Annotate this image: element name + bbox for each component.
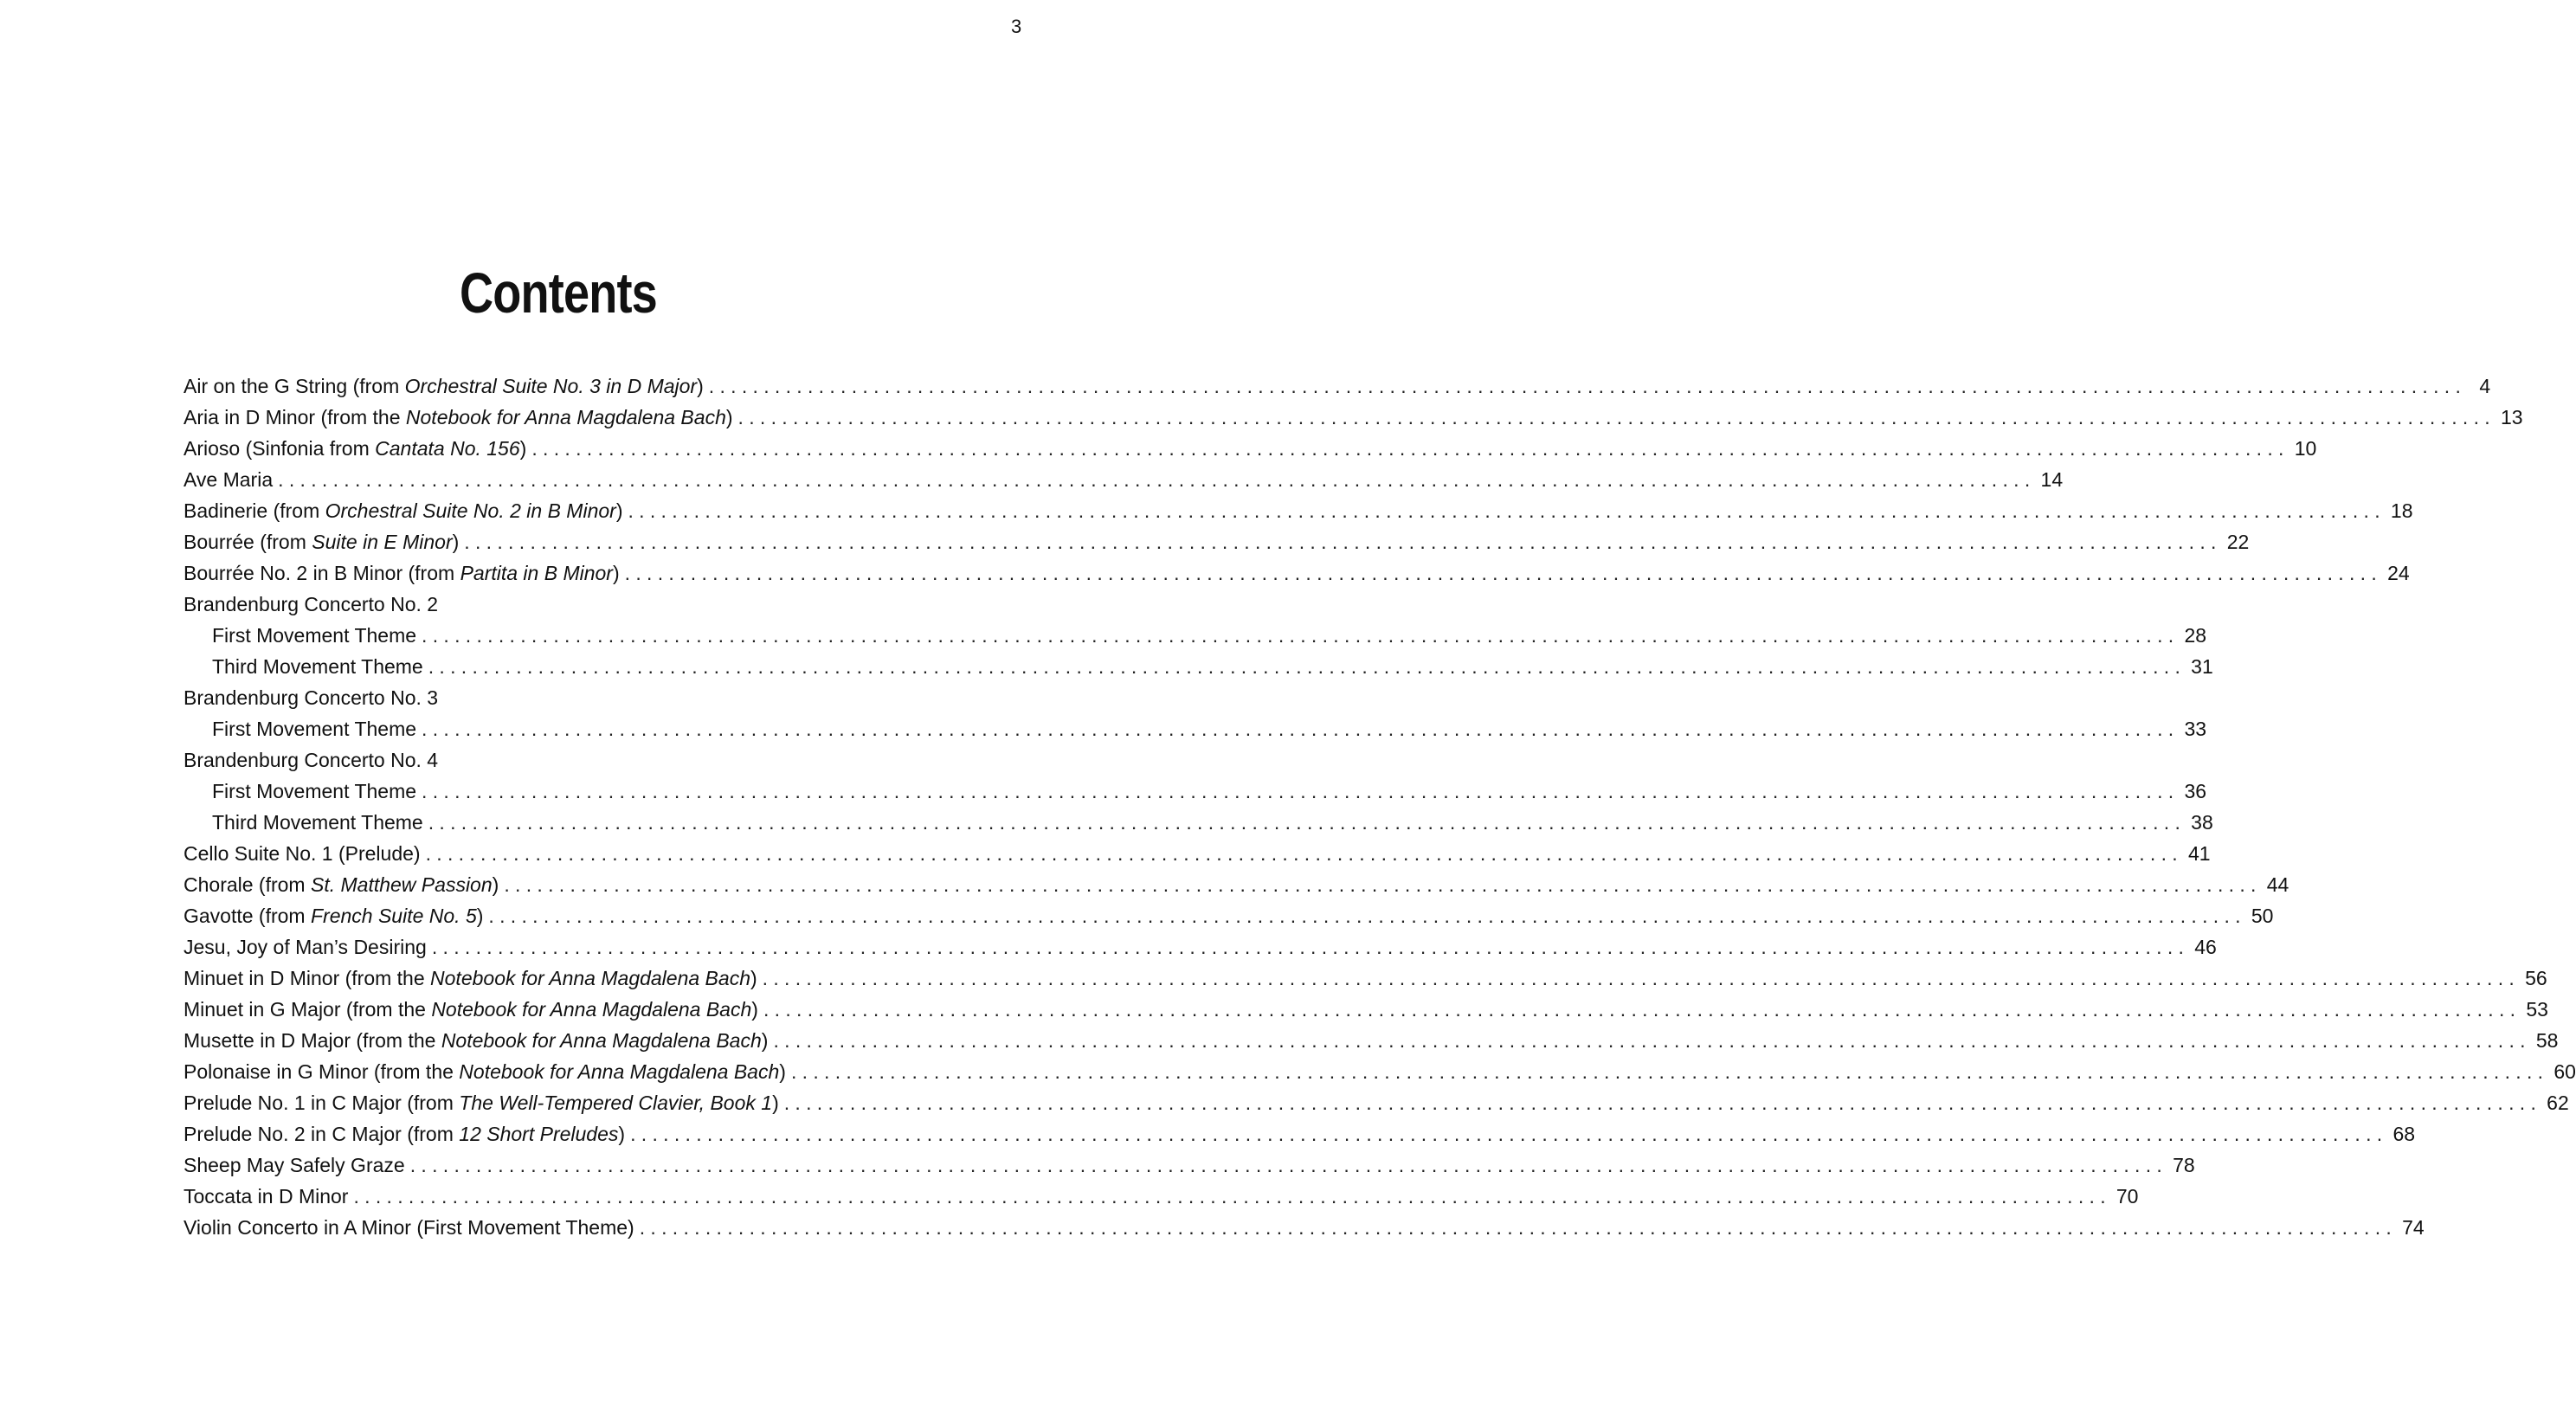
toc-entry-title-text: Bourrée No. 2 in B Minor (from [184, 562, 460, 584]
toc-entry-work-title: 12 Short Preludes [459, 1123, 619, 1145]
toc-entry-title-text: Musette in D Major (from the [184, 1029, 441, 1052]
dot-leader: ................................................................................................................................................................ [278, 468, 2036, 491]
dot-leader: ................................................................................................................................................................ [488, 905, 2246, 927]
toc-page-number: 62 [2547, 1092, 2569, 1114]
toc-page-number: 14 [2040, 468, 2064, 491]
dot-leader: ................................................................................................................................................................ [422, 718, 2180, 740]
toc-page-number: 24 [2387, 562, 2410, 584]
toc-entry-title [184, 869, 499, 900]
toc-entry-work-title: Suite in E Minor [312, 531, 453, 553]
toc-entry-title-text: Arioso (Sinfonia from [184, 437, 376, 460]
toc-sub-entry[interactable] [184, 807, 2213, 838]
toc-entry-work-title: St. Matthew Passion [310, 873, 493, 896]
toc-entry-work-title: Partita in B Minor [460, 562, 613, 584]
toc-entry[interactable] [184, 869, 2289, 900]
toc-entry[interactable] [184, 1056, 2576, 1087]
toc-entry-title-text: First Movement Theme [212, 780, 417, 802]
toc-entry-title [184, 370, 704, 402]
toc-entry-title-text: Third Movement Theme [212, 655, 423, 678]
toc-entry-title [184, 682, 438, 713]
toc-entry-title-suffix: ) [452, 531, 460, 553]
toc-sub-entry[interactable] [184, 713, 2207, 744]
toc-entry-title [212, 620, 416, 651]
toc-entry-title-text: First Movement Theme [212, 624, 417, 647]
toc-entry-title-suffix: ) [761, 1029, 769, 1052]
toc-sub-entry[interactable] [184, 620, 2207, 651]
toc-entry-title [212, 713, 416, 744]
toc-entry-title-suffix: ) [476, 905, 484, 927]
toc-entry-title-text: Third Movement Theme [212, 811, 423, 834]
toc-entry-title [184, 1025, 768, 1056]
toc-entry-title [184, 744, 438, 776]
toc-entry-work-title: The Well-Tempered Clavier, Book 1 [459, 1092, 773, 1114]
toc-page-number: 46 [2194, 936, 2217, 958]
toc-entry[interactable] [184, 370, 2491, 402]
toc-entry-title [184, 557, 620, 589]
toc-entry[interactable] [184, 1212, 2425, 1243]
toc-page-number: 28 [2184, 624, 2207, 647]
toc-entry[interactable] [184, 994, 2548, 1025]
toc-page-number: 68 [2392, 1123, 2416, 1145]
toc-entry[interactable] [184, 838, 2211, 869]
toc-entry[interactable] [184, 402, 2523, 433]
toc-page-number: 56 [2525, 967, 2547, 989]
toc-entry-title [184, 994, 758, 1025]
toc-entry-title-text: Sheep May Safely Graze [184, 1154, 405, 1176]
toc-entry-title [184, 402, 733, 433]
toc-page-number: 31 [2191, 655, 2213, 678]
toc-entry-title [184, 1087, 779, 1118]
dot-leader: ................................................................................................................................................................ [737, 406, 2496, 428]
toc-entry-title [212, 776, 416, 807]
toc-entry-title-text: Prelude No. 2 in C Major (from [184, 1123, 460, 1145]
toc-page-number: 41 [2188, 842, 2211, 865]
toc-page-number: 10 [2294, 437, 2317, 460]
toc-entry-title [212, 807, 423, 838]
toc-page-number: 38 [2191, 811, 2213, 834]
toc-entry-title [184, 963, 757, 994]
toc-entry-title-text: Cello Suite No. 1 (Prelude) [184, 842, 421, 865]
table-of-contents [184, 370, 2576, 1243]
toc-entry[interactable] [184, 526, 2250, 557]
toc-page-number: 18 [2390, 499, 2413, 522]
toc-entry-title-text: Brandenburg Concerto No. 3 [184, 686, 439, 709]
toc-entry[interactable] [184, 963, 2547, 994]
toc-entry[interactable] [184, 1118, 2416, 1150]
toc-entry[interactable] [184, 1150, 2195, 1181]
toc-entry[interactable] [184, 1025, 2559, 1056]
toc-entry-title [184, 838, 421, 869]
dot-leader: ................................................................................................................................................................ [630, 1123, 2388, 1145]
toc-entry-work-title: Orchestral Suite No. 2 in B Minor [325, 499, 616, 522]
dot-leader: ................................................................................................................................................................ [353, 1185, 2111, 1208]
dot-leader: ................................................................................................................................................................ [783, 1092, 2542, 1114]
toc-entry[interactable] [184, 495, 2413, 526]
toc-entry-title-suffix: ) [697, 375, 704, 397]
toc-entry-title-suffix: ) [725, 406, 733, 428]
toc-entry-title [184, 1056, 786, 1087]
toc-entry-title [184, 1181, 348, 1212]
toc-page-number: 74 [2402, 1216, 2425, 1239]
toc-entry-title-text: Gavotte (from [184, 905, 311, 927]
toc-entry[interactable] [184, 1087, 2569, 1118]
toc-entry-title-text: Toccata in D Minor [184, 1185, 349, 1208]
toc-entry[interactable] [184, 900, 2274, 931]
dot-leader: ................................................................................................................................................................ [409, 1154, 2168, 1176]
toc-entry-title-text: Bourrée (from [184, 531, 312, 553]
page-number: 3 [1011, 16, 1022, 37]
page-title: Contents [460, 261, 657, 325]
toc-entry-title [184, 526, 459, 557]
toc-entry-title [184, 464, 273, 495]
toc-page-number: 78 [2173, 1154, 2195, 1176]
toc-entry-title [184, 589, 438, 620]
toc-entry-title-text: Brandenburg Concerto No. 4 [184, 749, 439, 771]
dot-leader: ................................................................................................................................................................ [428, 811, 2186, 834]
toc-page-number: 4 [2479, 375, 2491, 397]
toc-entry-title [184, 1150, 405, 1181]
toc-entry-title-text: Minuet in D Minor (from the [184, 967, 431, 989]
toc-entry-title-suffix: ) [615, 499, 623, 522]
toc-entry-title [184, 433, 526, 464]
toc-sub-entry[interactable] [184, 776, 2207, 807]
toc-entry-title [184, 1118, 625, 1150]
dot-leader: ................................................................................................................................................................ [428, 655, 2186, 678]
toc-entry-title-suffix: ) [772, 1092, 779, 1114]
toc-entry-title-suffix: ) [751, 998, 758, 1021]
toc-entry-title-text: Aria in D Minor (from the [184, 406, 406, 428]
toc-page-number: 70 [2116, 1185, 2139, 1208]
toc-page-number: 22 [2226, 531, 2250, 553]
toc-entry-title-text: First Movement Theme [212, 718, 417, 740]
dot-leader: ................................................................................................................................................................ [422, 780, 2180, 802]
toc-entry-title [184, 495, 622, 526]
toc-entry-title-text: Jesu, Joy of Man’s Desiring [184, 936, 427, 958]
toc-page-number: 44 [2266, 873, 2289, 896]
toc-entry-work-title: Notebook for Anna Magdalena Bach [441, 1029, 762, 1052]
dot-leader: ................................................................................................................................................................ [425, 842, 2183, 865]
toc-entry-title-text: Air on the G String (from [184, 375, 405, 397]
toc-entry[interactable] [184, 433, 2317, 464]
dot-leader: ................................................................................................................................................................ [504, 873, 2262, 896]
dot-leader: ................................................................................................................................................................ [624, 562, 2383, 584]
toc-entry-work-title: French Suite No. 5 [310, 905, 477, 927]
toc-page-number: 50 [2251, 905, 2274, 927]
dot-leader: ................................................................................................................................................................ [790, 1060, 2549, 1083]
toc-entry-title-suffix: ) [618, 1123, 626, 1145]
dot-leader: ................................................................................................................................................................ [628, 499, 2386, 522]
toc-page-number: 53 [2526, 998, 2548, 1021]
toc-entry-work-title: Notebook for Anna Magdalena Bach [405, 406, 726, 428]
toc-entry-title [184, 900, 483, 931]
toc-page-number: 36 [2184, 780, 2207, 802]
toc-entry-work-title: Notebook for Anna Magdalena Bach [459, 1060, 780, 1083]
toc-page-number: 33 [2184, 718, 2207, 740]
toc-entry-title [184, 1212, 634, 1243]
dot-leader: ................................................................................................................................................................ [531, 437, 2289, 460]
toc-entry-title-suffix: ) [492, 873, 499, 896]
toc-entry-title-text: Chorale (from [184, 873, 311, 896]
toc-entry-work-title: Cantata No. 156 [375, 437, 520, 460]
toc-entry-title-text: Ave Maria [184, 468, 274, 491]
toc-entry[interactable] [184, 931, 2217, 963]
toc-entry-title [212, 651, 423, 682]
toc-entry-title-suffix: ) [779, 1060, 786, 1083]
toc-entry[interactable] [184, 682, 931, 713]
toc-entry-title [184, 931, 427, 963]
toc-entry[interactable] [184, 464, 2064, 495]
toc-page-number: 13 [2500, 406, 2523, 428]
dot-leader: ................................................................................................................................................................ [464, 531, 2222, 553]
toc-entry[interactable] [184, 1181, 2139, 1212]
dot-leader: ................................................................................................................................................................ [763, 998, 2521, 1021]
dot-leader: ................................................................................................................................................................ [431, 936, 2190, 958]
toc-entry[interactable] [184, 744, 931, 776]
toc-entry-title-text: Minuet in G Major (from the [184, 998, 432, 1021]
toc-entry-title-suffix: ) [612, 562, 620, 584]
toc-entry[interactable] [184, 589, 931, 620]
dot-leader: ................................................................................................................................................................ [422, 624, 2180, 647]
toc-entry-work-title: Notebook for Anna Magdalena Bach [431, 998, 752, 1021]
toc-entry-work-title: Orchestral Suite No. 3 in D Major [404, 375, 698, 397]
toc-entry-work-title: Notebook for Anna Magdalena Bach [430, 967, 750, 989]
toc-entry-title-suffix: ) [519, 437, 527, 460]
toc-page-number: 58 [2535, 1029, 2559, 1052]
dot-leader: ................................................................................................................................................................ [773, 1029, 2531, 1052]
toc-entry-title-text: Brandenburg Concerto No. 2 [184, 593, 439, 615]
toc-entry-title-text: Badinerie (from [184, 499, 325, 522]
dot-leader: ................................................................................................................................................................ [762, 967, 2521, 989]
dot-leader: ................................................................................................................................................................ [639, 1216, 2398, 1239]
toc-entry-title-text: Prelude No. 1 in C Major (from [184, 1092, 460, 1114]
toc-entry-title-suffix: ) [750, 967, 757, 989]
toc-entry-title-text: Polonaise in G Minor (from the [184, 1060, 460, 1083]
toc-entry[interactable] [184, 557, 2410, 589]
dot-leader: ................................................................................................................................................................ [708, 375, 2467, 397]
toc-page-number: 60 [2553, 1060, 2576, 1083]
toc-sub-entry[interactable] [184, 651, 2213, 682]
toc-entry-title-text: Violin Concerto in A Minor (First Movement Theme) [184, 1216, 634, 1239]
